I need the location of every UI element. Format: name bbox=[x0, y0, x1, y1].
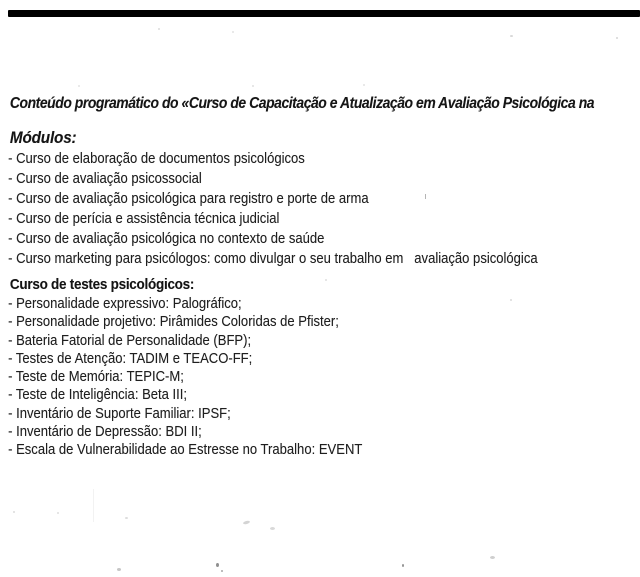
scan-speck bbox=[125, 517, 128, 519]
scan-speck bbox=[216, 563, 219, 567]
list-item: - Personalidade projetivo: Pirâmides Coloridas de Pfister; bbox=[8, 314, 339, 331]
modules-list bbox=[8, 149, 538, 269]
list-item: - Teste de Inteligência: Beta III; bbox=[8, 387, 188, 404]
list-item: - Inventário de Depressão: BDI II; bbox=[8, 424, 202, 441]
scan-speck bbox=[78, 85, 80, 87]
list-item: - Teste de Memória: TEPIC-M; bbox=[8, 369, 184, 386]
list-item: - Curso de avaliação psicológica no contexto de saúde bbox=[8, 231, 325, 247]
scan-speck bbox=[57, 512, 59, 514]
list-item: - Curso de avaliação psicológica para registro e porte de arma bbox=[8, 191, 369, 207]
list-item: - Inventário de Suporte Familiar: IPSF; bbox=[8, 405, 231, 422]
scan-speck bbox=[325, 279, 327, 281]
scan-speck bbox=[117, 568, 121, 571]
scan-speck bbox=[13, 511, 15, 513]
list-item: - Bateria Fatorial de Personalidade (BFP); bbox=[8, 332, 252, 349]
list-item: - Curso marketing para psicólogos: como divulgar o seu trabalho em avaliação psicológica bbox=[8, 251, 538, 267]
scan-speck bbox=[425, 194, 426, 199]
scan-speck bbox=[221, 570, 223, 572]
scan-speck bbox=[252, 85, 254, 87]
list-item: - Curso de perícia e assistência técnica judicial bbox=[8, 211, 280, 227]
list-item: - Personalidade expressivo: Palográfico; bbox=[8, 296, 242, 312]
list-item: - Curso de elaboração de documentos psicológicos bbox=[8, 151, 305, 167]
scan-speck bbox=[158, 28, 160, 30]
section-heading-modulos: Módulos: bbox=[9, 128, 77, 147]
scan-speck bbox=[232, 31, 234, 33]
scan-speck bbox=[363, 84, 365, 86]
list-item: - Curso de avaliação psicossocial bbox=[8, 171, 202, 187]
tests-list bbox=[8, 295, 362, 460]
scan-streak bbox=[93, 489, 94, 522]
scan-speck bbox=[490, 556, 495, 559]
scan-speck bbox=[616, 37, 618, 39]
section-heading-testes: Curso de testes psicológicos: bbox=[9, 276, 195, 293]
scan-speck bbox=[510, 35, 513, 37]
scan-speck bbox=[402, 564, 404, 567]
list-item: - Escala de Vulnerabilidade ao Estresse no Trabalho: EVENT bbox=[8, 442, 363, 459]
list-item: - Testes de Atenção: TADIM e TEACO-FF; bbox=[8, 350, 253, 367]
scan-speck bbox=[510, 299, 512, 301]
scan-speck bbox=[270, 527, 275, 530]
document-title: Conteúdo programático do «Curso de Capacitação e Atualização em Avaliação Psicológica na bbox=[9, 95, 595, 112]
